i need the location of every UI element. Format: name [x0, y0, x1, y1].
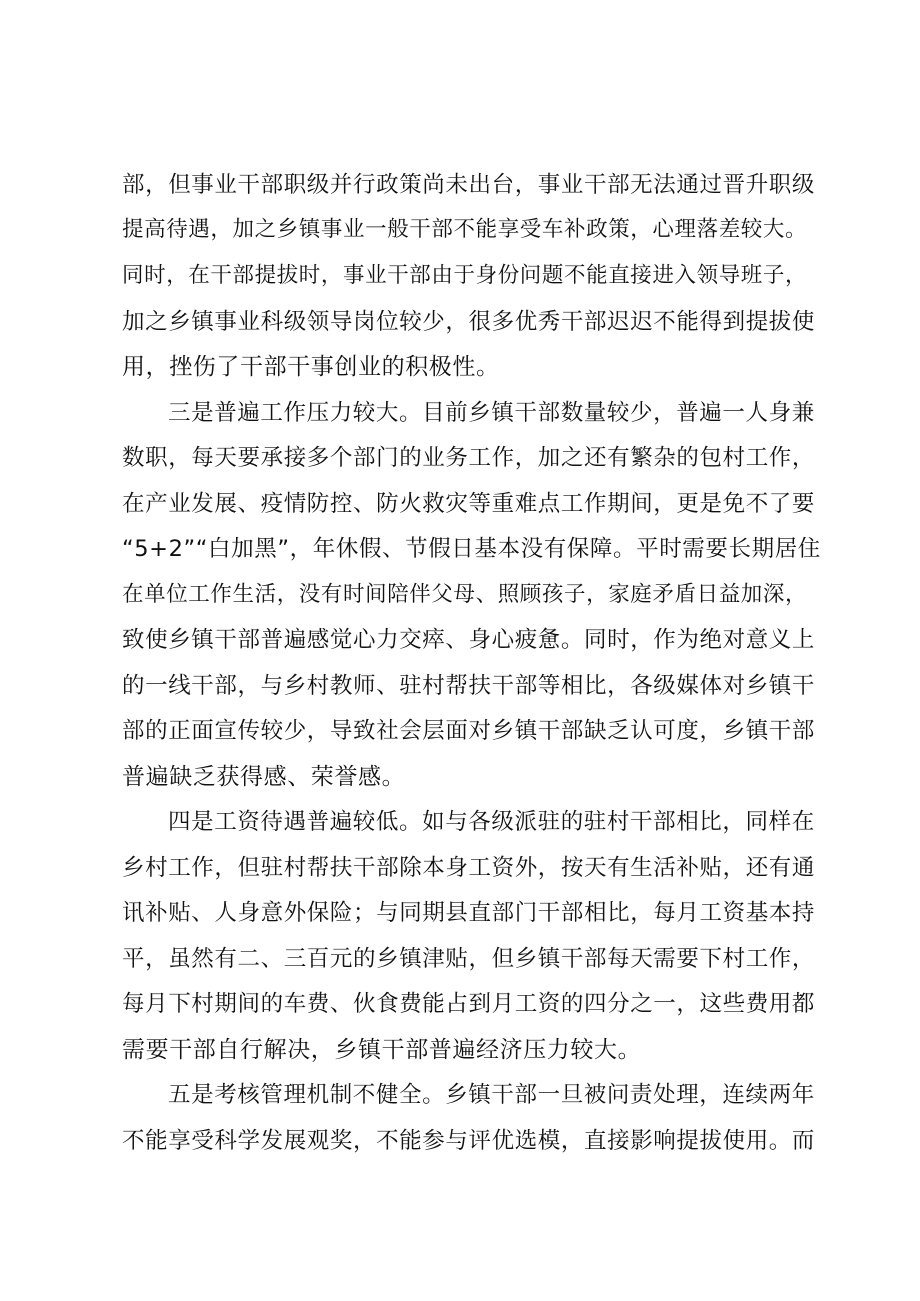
- text-line: 提高待遇，加之乡镇事业一般干部不能享受车补政策，心理落差较大。: [122, 217, 808, 242]
- text-line: 致使乡镇干部普遍感觉心力交瘁、身心疲惫。同时，作为绝对意义上: [122, 627, 816, 653]
- text-line: 普遍缺乏获得感、荣誉感。: [122, 764, 406, 790]
- paragraph-first-line: 五是考核管理机制不健全。乡镇干部一旦被问责处理，连续两年: [168, 1082, 815, 1108]
- text-line: “5+2”“白加黑”，年休假、节假日基本没有保障。平时需要长期居住: [122, 536, 821, 562]
- paragraph-first-line: 四是工资待遇普遍较低。如与各级派驻的驻村干部相比，同样在: [168, 809, 815, 835]
- text-line: 平，虽然有二、三百元的乡镇津贴，但乡镇干部每天需要下村工作，: [122, 946, 816, 972]
- text-line: 需要干部自行解决，乡镇干部普遍经济压力较大。: [122, 1037, 642, 1063]
- text-line: 乡村工作，但驻村帮扶干部除本身工资外，按天有生活补贴，还有通: [122, 855, 816, 881]
- text-line: 同时，在干部提拔时，事业干部由于身份问题不能直接进入领导班子，: [122, 263, 808, 288]
- text-line: 在产业发展、疫情防控、防火救灾等重难点工作期间，更是免不了要: [122, 491, 816, 517]
- text-line: 每月下村期间的车费、伙食费能占到月工资的四分之一，这些费用都: [122, 991, 816, 1017]
- text-line: 不能享受科学发展观奖，不能参与评优选模，直接影响提拔使用。而: [122, 1128, 816, 1154]
- text-line: 在单位工作生活，没有时间陪伴父母、照顾孩子，家庭矛盾日益加深，: [122, 582, 808, 607]
- text-line: 讯补贴、人身意外保险；与同期县直部门干部相比，每月工资基本持: [122, 900, 816, 926]
- text-line: 部的正面宣传较少，导致社会层面对乡镇干部缺乏认可度，乡镇干部: [122, 718, 816, 744]
- text-line: 加之乡镇事业科级领导岗位较少，很多优秀干部迟迟不能得到提拔使: [122, 309, 816, 335]
- text-line: 的一线干部，与乡村教师、驻村帮扶干部等相比，各级媒体对乡镇干: [122, 673, 816, 699]
- text-line: 数职，每天要承接多个部门的业务工作，加之还有繁杂的包村工作，: [122, 445, 816, 471]
- paragraph-first-line: 三是普遍工作压力较大。目前乡镇干部数量较少，普遍一人身兼: [168, 400, 815, 426]
- text-line: 部，但事业干部职级并行政策尚未出台，事业干部无法通过晋升职级: [122, 172, 816, 198]
- text-line: 用，挫伤了干部干事创业的积极性。: [122, 354, 500, 380]
